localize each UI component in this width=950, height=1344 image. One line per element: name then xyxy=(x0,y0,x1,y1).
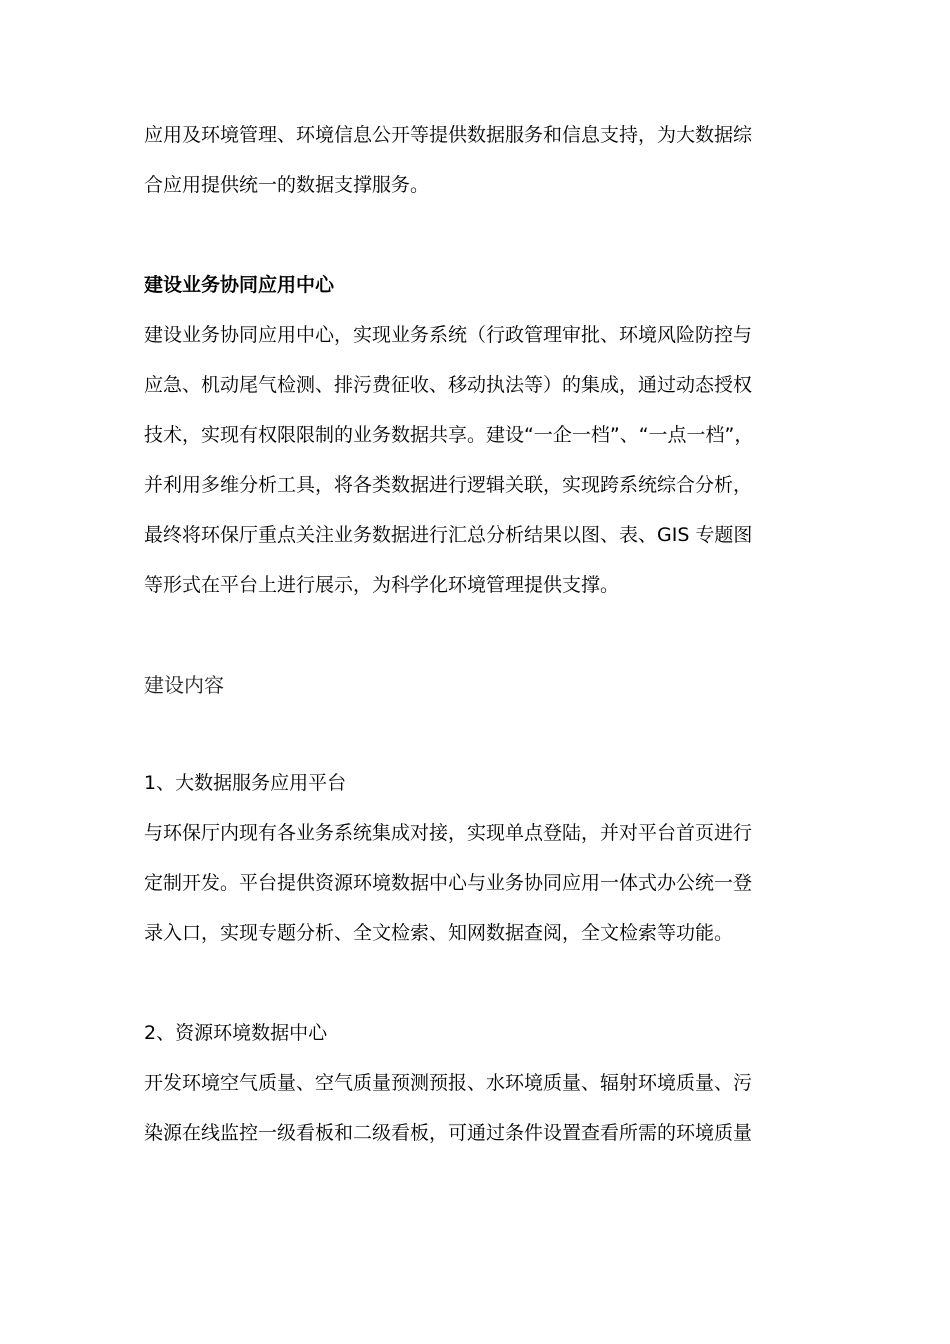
section1-line-6: 等形式在平台上进行展示，为科学化环境管理提供支撑。 xyxy=(144,574,620,596)
item2-line-1: 开发环境空气质量、空气质量预测预报、水环境质量、辐射环境质量、污 xyxy=(144,1072,753,1094)
item2-line-2: 染源在线监控一级看板和二级看板，可通过条件设置查看所需的环境质量 xyxy=(144,1122,753,1144)
section1-line-2: 应急、机动尾气检测、排污费征收、移动执法等）的集成，通过动态授权 xyxy=(144,374,753,396)
section1-line-1: 建设业务协同应用中心，实现业务系统（行政管理审批、环境风险防控与 xyxy=(144,324,753,346)
section1-line-3: 技术，实现有权限限制的业务数据共享。建设“一企一档”、“一点一档”， xyxy=(144,424,754,446)
section1-line-4: 并利用多维分析工具，将各类数据进行逻辑关联，实现跨系统综合分析， xyxy=(144,474,753,496)
intro-line-1: 应用及环境管理、环境信息公开等提供数据服务和信息支持，为大数据综 xyxy=(144,124,753,146)
intro-line-2: 合应用提供统一的数据支撑服务。 xyxy=(144,174,430,196)
item1-title: 1、大数据服务应用平台 xyxy=(144,772,347,794)
section-heading-construction-content: 建设内容 xyxy=(144,673,224,697)
section-heading-collaboration-center: 建设业务协同应用中心 xyxy=(144,274,335,296)
section1-line-5: 最终将环保厅重点关注业务数据进行汇总分析结果以图、表、GIS 专题图 xyxy=(144,524,753,546)
item1-line-3: 录入口，实现专题分析、全文检索、知网数据查阅，全文检索等功能。 xyxy=(144,922,734,944)
item1-line-1: 与环保厅内现有各业务系统集成对接，实现单点登陆，并对平台首页进行 xyxy=(144,822,753,844)
item1-line-2: 定制开发。平台提供资源环境数据中心与业务协同应用一体式办公统一登 xyxy=(144,872,753,894)
item2-title: 2、资源环境数据中心 xyxy=(144,1022,328,1044)
